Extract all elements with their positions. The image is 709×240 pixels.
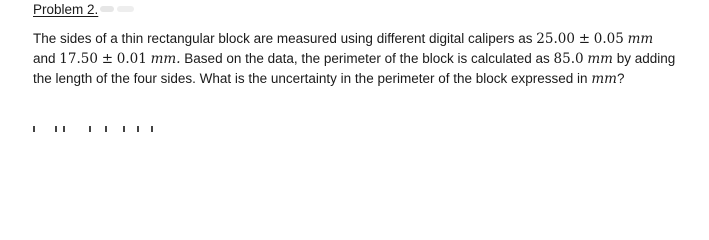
faint-mark-segment (100, 6, 114, 12)
line-2-prefix: and (33, 51, 56, 66)
cutoff-glyph (33, 126, 35, 132)
perimeter-unit: mm (587, 51, 613, 67)
problem-line-1 (33, 29, 705, 49)
side-a-uncertainty: 0.05 (593, 31, 624, 47)
problem-line-2 (33, 49, 705, 69)
line-3-text: the length of the four sides. What is the uncertainty in the perimeter of the block expressed in (33, 71, 588, 86)
plus-minus-symbol: ± (578, 31, 591, 47)
side-b-unit: mm. (150, 51, 181, 67)
side-a-unit: mm (627, 31, 654, 47)
plus-minus-symbol: ± (101, 51, 114, 67)
side-a-value: 25.00 (536, 31, 575, 47)
perimeter-value: 85.0 (553, 51, 584, 67)
line-2-suffix: by adding (616, 51, 676, 66)
problem-statement (33, 29, 705, 89)
problem-line-3 (33, 69, 705, 89)
faint-annotation-mark (100, 4, 136, 14)
question-mark: ? (616, 71, 625, 86)
cutoff-glyph (123, 126, 125, 132)
faint-mark-segment (117, 6, 134, 12)
line-2-middle: Based on the data, the perimeter of the block is calculated as (184, 51, 550, 66)
answer-unit: mm (591, 71, 617, 87)
side-b-value: 17.50 (59, 51, 98, 67)
cutoff-glyph (151, 126, 153, 132)
cutoff-glyph (105, 126, 107, 132)
cutoff-next-line (33, 126, 163, 132)
line-1-text: The sides of a thin rectangular block are measured using different digital calipers as (33, 31, 533, 46)
cutoff-glyph (137, 126, 139, 132)
problem-heading-row (33, 1, 136, 17)
cutoff-glyph (55, 126, 57, 132)
problem-heading: Problem 2. (33, 1, 99, 17)
cutoff-glyph (63, 126, 65, 132)
side-b-uncertainty: 0.01 (116, 51, 147, 67)
cutoff-glyph (89, 126, 91, 132)
